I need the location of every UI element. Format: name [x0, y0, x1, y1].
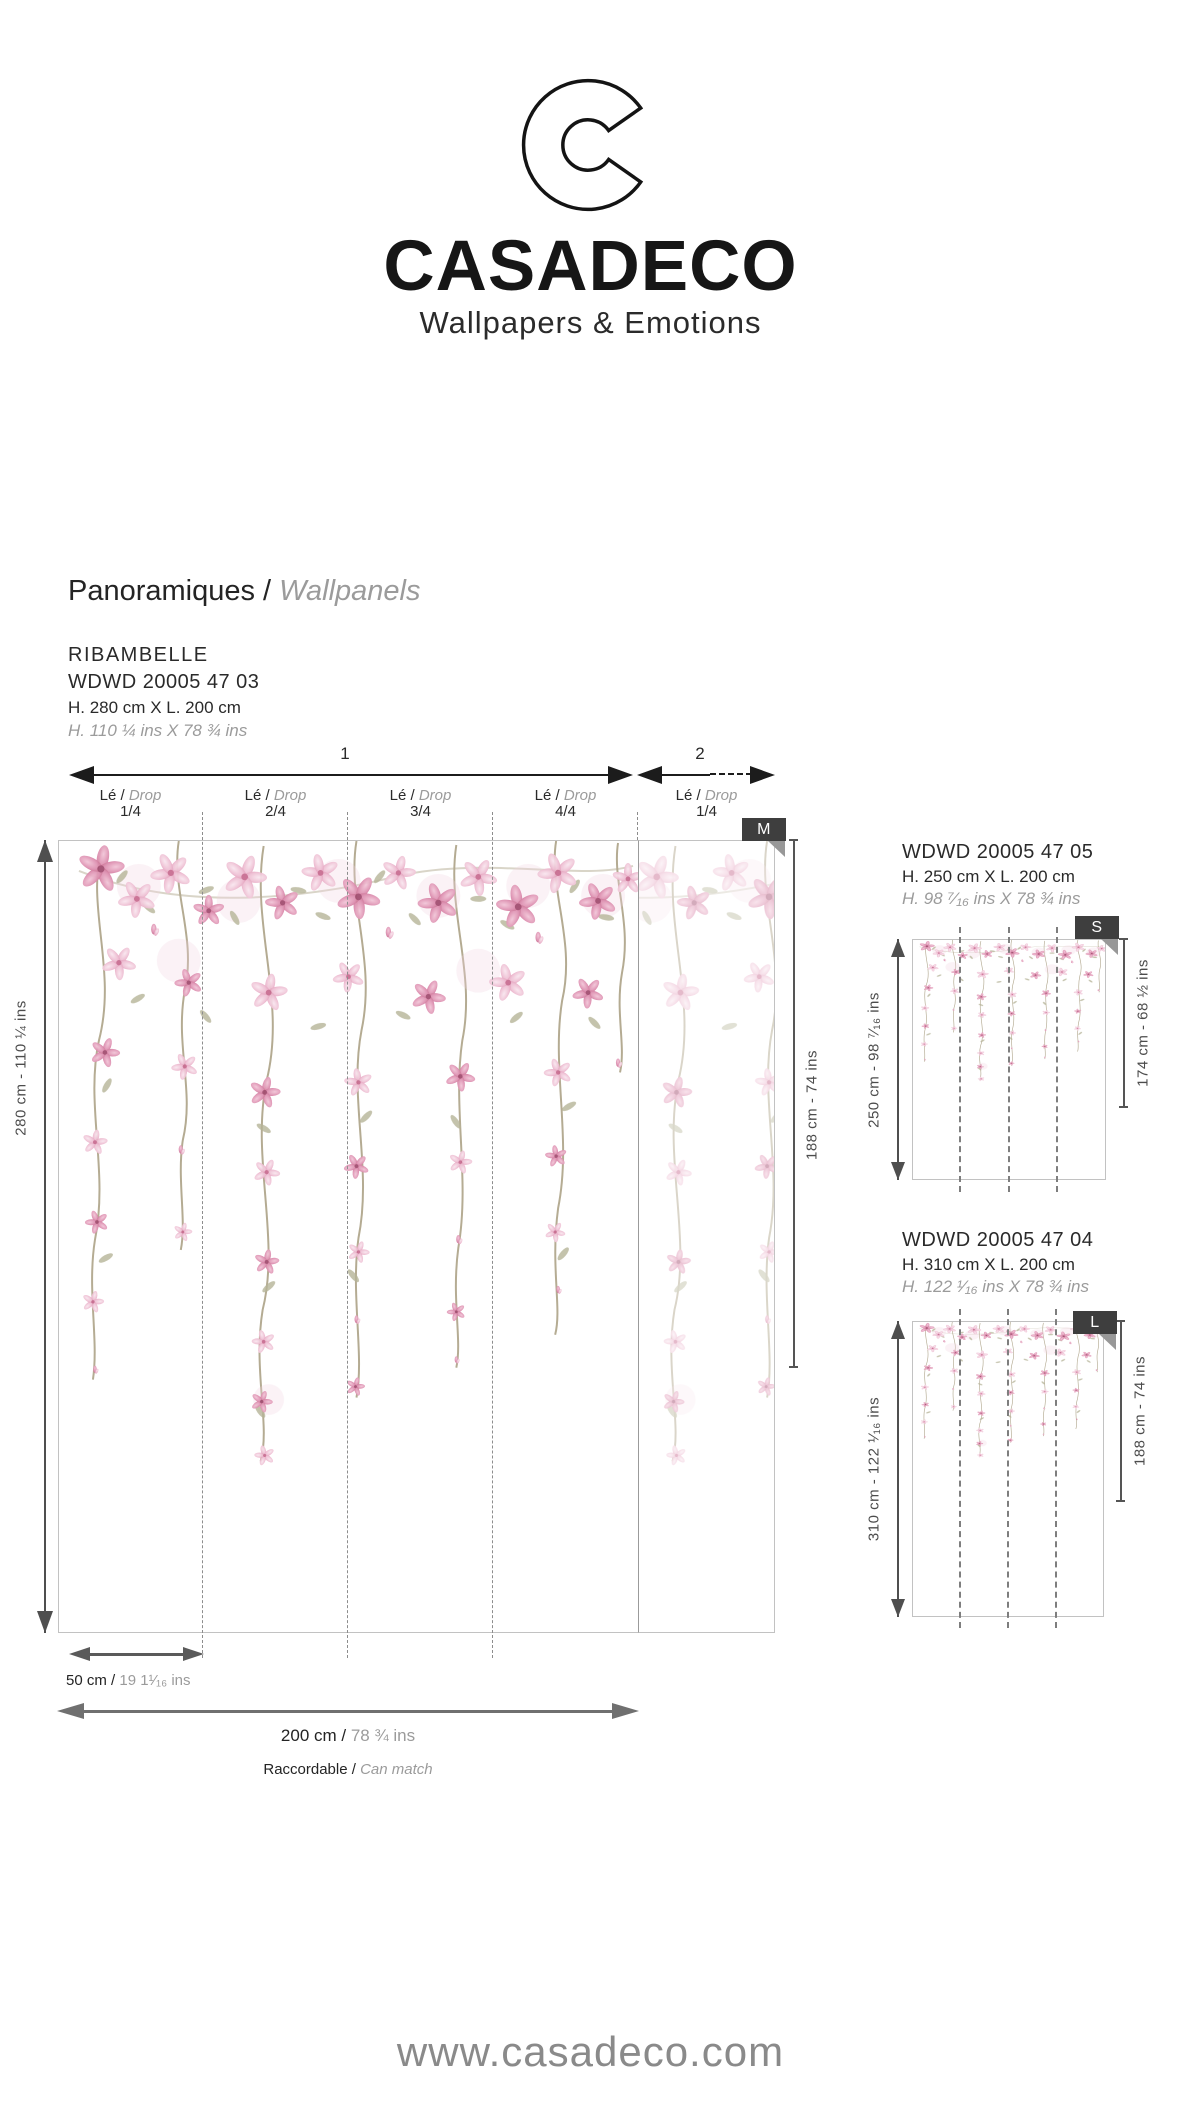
- height-label-main: 280 cm - 110 ¼ ins: [12, 1000, 30, 1136]
- drop-separator-dashed: [959, 927, 961, 1192]
- pattern-height-label-main: 188 cm - 74 ins: [803, 1049, 821, 1161]
- category-heading: [68, 575, 421, 608]
- drop-separator-dashed: [1007, 1309, 1009, 1628]
- drop-separator-tick: [637, 812, 638, 840]
- badge-fold: [1101, 939, 1118, 955]
- drop-separator-dashed: [1056, 927, 1058, 1192]
- panel-1-number: 1: [340, 744, 350, 763]
- variant-l-size-cm: H. 310 cm X L. 200 cm: [902, 1255, 1075, 1274]
- drop-label-3: Lé / Drop 3/4: [389, 787, 452, 820]
- product-size-ins: H. 110 ¼ ins X 78 ¾ ins: [68, 721, 248, 740]
- total-width-label: 200 cm / 78 ¾ ins: [280, 1726, 416, 1745]
- drop-width-label: 50 cm / 19 1¹⁄₁₆ ins: [66, 1672, 191, 1689]
- casadeco-logo-c-icon: [518, 74, 658, 216]
- collection-name: RIBAMBELLE: [68, 644, 209, 666]
- website-link[interactable]: www.casadeco.com: [396, 2028, 785, 2075]
- size-badge-s: S: [1075, 916, 1119, 939]
- product-size-cm: H. 280 cm X L. 200 cm: [68, 698, 241, 717]
- drop-separator-dashed: [1055, 1309, 1057, 1628]
- drop-separator-dashed: [202, 812, 203, 1658]
- floral-artwork: [59, 841, 638, 1632]
- brand-name: CASADECO: [383, 227, 798, 306]
- variant-s-size-ins: H. 98 ⁷⁄₁₆ ins X 78 ¾ ins: [902, 889, 1081, 908]
- drop-label-5: Lé / Drop 1/4: [675, 787, 738, 820]
- pattern-height-label-s: 174 cm - 68 ½ ins: [1134, 959, 1152, 1087]
- variant-l-size-ins: H. 122 ¹⁄₁₆ ins X 78 ¾ ins: [902, 1277, 1090, 1296]
- category-en: Wallpanels: [279, 575, 421, 607]
- height-label-l: 310 cm - 122 ¹⁄₁₆ ins: [865, 1396, 883, 1542]
- drop-separator-dashed: [347, 812, 348, 1658]
- size-badge-m: M: [742, 818, 786, 841]
- match-label: Raccordable / Can match: [263, 1761, 433, 1778]
- badge-fold: [768, 841, 785, 857]
- panel-2-number: 2: [695, 744, 705, 763]
- height-label-s: 250 cm - 98 ⁷⁄₁₆ ins: [865, 992, 883, 1128]
- drop-separator-dashed: [1008, 927, 1010, 1192]
- drop-separator-dashed: [959, 1309, 961, 1628]
- floral-artwork-faded: [639, 841, 774, 1632]
- wallpanel-preview-next-drop: [638, 840, 775, 1633]
- size-badge-l: L: [1073, 1311, 1117, 1334]
- brand-tagline: Wallpapers & Emotions: [419, 305, 762, 340]
- variant-s-reference: WDWD 20005 47 05: [902, 841, 1094, 863]
- drop-label-1: Lé / Drop 1/4: [99, 787, 162, 820]
- badge-fold: [1099, 1334, 1116, 1350]
- category-fr: Panoramiques /: [68, 575, 280, 607]
- drop-separator-dashed: [492, 812, 493, 1658]
- pattern-height-label-l: 188 cm - 74 ins: [1131, 1355, 1149, 1467]
- drop-label-2: Lé / Drop 2/4: [244, 787, 307, 820]
- drop-label-4: Lé / Drop 4/4: [534, 787, 597, 820]
- variant-s-size-cm: H. 250 cm X L. 200 cm: [902, 867, 1075, 886]
- wallpanel-preview-main: [58, 840, 638, 1633]
- product-reference: WDWD 20005 47 03: [68, 671, 260, 693]
- variant-l-reference: WDWD 20005 47 04: [902, 1229, 1094, 1251]
